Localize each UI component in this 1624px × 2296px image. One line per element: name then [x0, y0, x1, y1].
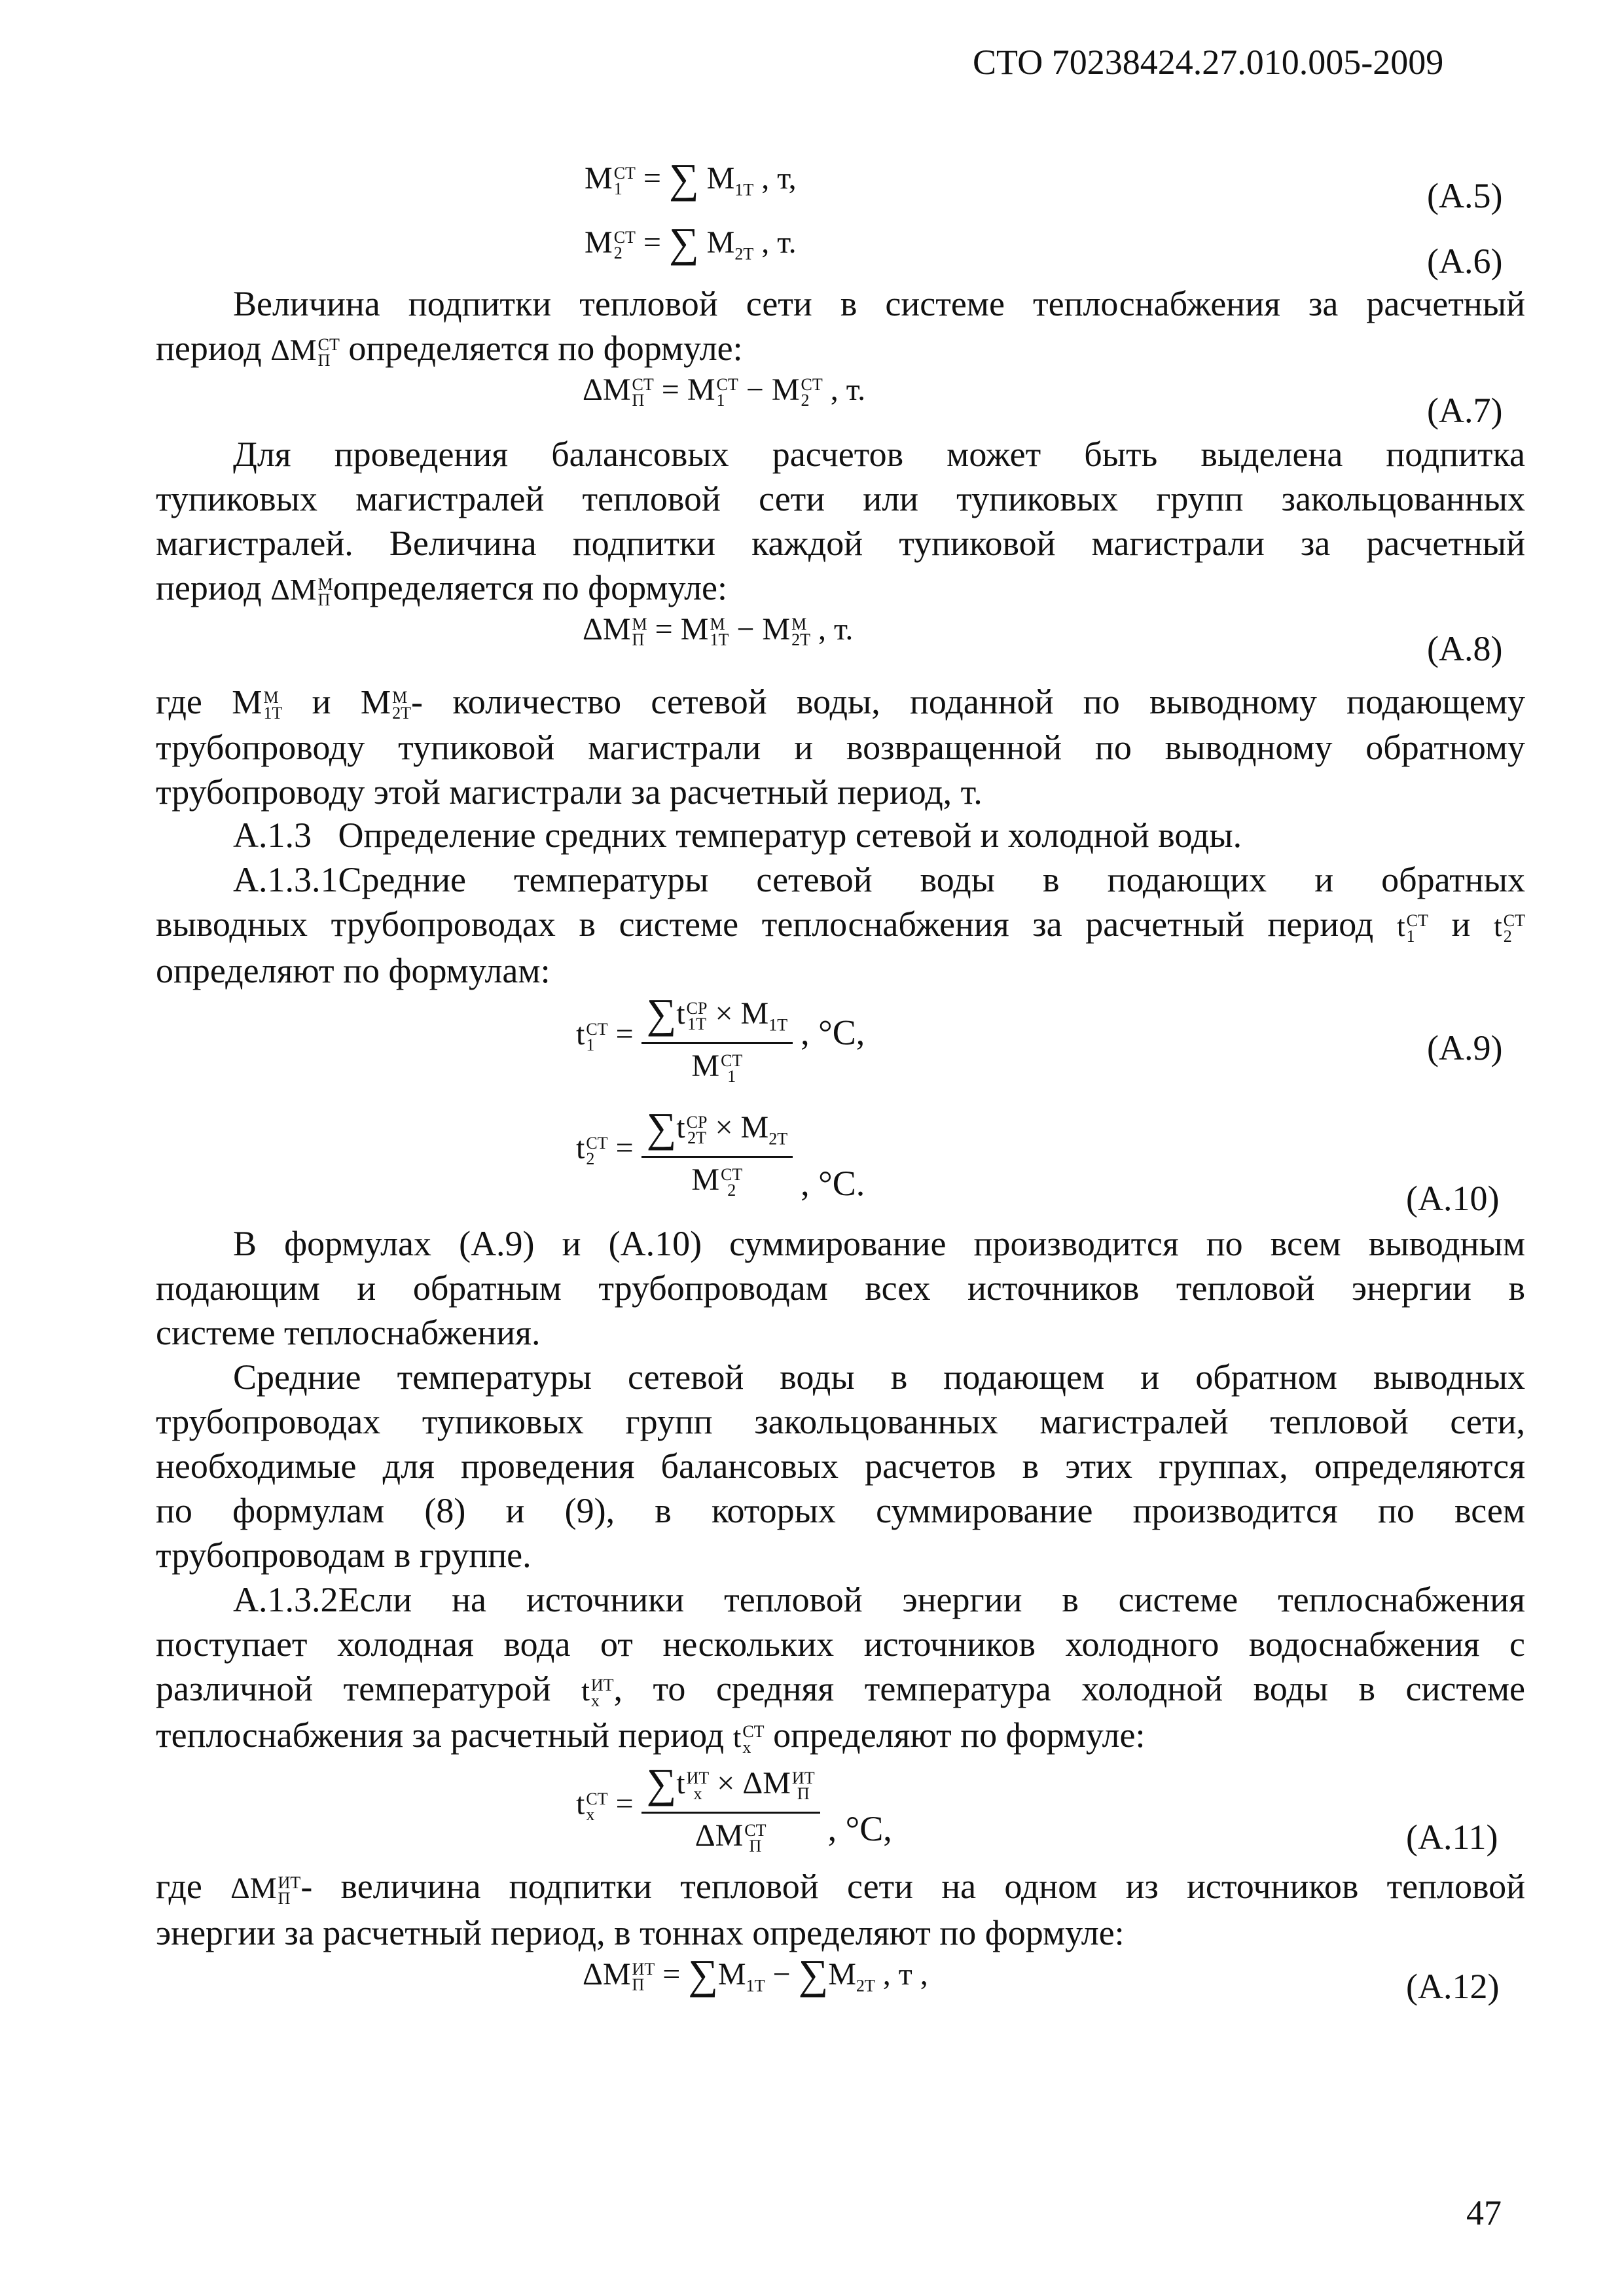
equation-a12: ΔM ИТ П = $\sum M_{1Т} - \sum M_{2Т}$ , т ,	[583, 1951, 928, 1998]
paragraph-5: Средние температуры сетевой воды в подающем и обратном выводных трубопроводах тупиковых групп закольцованных магистралей тепловой сети, необходимые для проведения балансовых расчетов в этих группах, определяются по формулам (8) и (9), в которых суммирование производится по всем трубопроводам в группе.	[156, 1357, 1525, 1575]
equation-a10: t СТ 2 = ∑t СР 2Т × $M_{2Т}$ M СТ 2 , °С.	[576, 1104, 865, 1203]
equation-number-a6: (А.6)	[1427, 242, 1503, 281]
equation-a11: t СТ х = ∑t ИТ х × ΔM ИТ П ΔM СТ П , °С,	[576, 1760, 892, 1856]
section-a132: А.1.3.2Если на источники тепловой энергии в системе теплоснабжения поступает холодная вода от нескольких источников холодного водоснабжения с различной температурой t ИТ х , то средняя температура холодной воды в системе теплоснабжения за расчетный период t СТ х определяют по формуле:	[156, 1580, 1526, 1757]
equation-a5: M СТ 1 = ∑ $M_{1Т}$ , т,	[585, 155, 797, 202]
page-number: 47	[1466, 2193, 1502, 2233]
paragraph-1: Величина подпитки тепловой сети в системе теплоснабжения за расчетный период ΔM СТ П определяется по формуле:	[156, 284, 1525, 370]
equation-a8: ΔM М П = M М 1Т − M М 2Т , т.	[583, 612, 854, 649]
equation-number-a10: (А.10)	[1406, 1179, 1500, 1218]
equation-number-a12: (А.12)	[1406, 1967, 1500, 2006]
equation-number-a9: (А.9)	[1427, 1028, 1503, 1067]
equation-number-a8: (А.8)	[1427, 629, 1503, 668]
paragraph-4: В формулах (А.9) и (А.10) суммирование производится по всем выводным подающим и обратным трубопроводам всех источников тепловой энергии в системе теплоснабжения.	[156, 1224, 1525, 1352]
section-a13-heading: А.1.3 Определение средних температур сетевой и холодной воды.	[233, 816, 1242, 855]
paragraph-6: где ΔM ИТ П - величина подпитки тепловой сети на одном из источников тепловой энергии за расчетный период, в тоннах определяют по формуле:	[156, 1867, 1526, 1952]
paragraph-3: где M М 1Т и M М 2Т - количество сетевой воды, поданной по выводному подающему трубопроводу тупиковой магистрали и возвращенной по выводному обратному трубопроводу этой магистрали за расчетный период, т.	[156, 682, 1526, 812]
equation-number-a7: (А.7)	[1427, 391, 1503, 430]
equation-number-a11: (А.11)	[1406, 1818, 1498, 1857]
document-code: СТО 70238424.27.010.005-2009	[973, 43, 1444, 82]
equation-a6: M СТ 2 = ∑ $M_{2Т}$ , т.	[585, 219, 797, 266]
section-a131: А.1.3.1Средние температуры сетевой воды в подающих и обратных выводных трубопроводах в системе теплоснабжения за расчетный период t СТ 1 и t СТ 2 определяют по формулам:	[156, 860, 1526, 990]
equation-a7: ΔM СТ П = M СТ 1 − M СТ 2 , т.	[583, 372, 866, 410]
equation-a9: t СТ 1 = ∑t СР 1Т × $M_{1Т}$ M СТ 1 , °С,	[576, 990, 865, 1086]
paragraph-2: Для проведения балансовых расчетов может быть выделена подпитка тупиковых магистралей тепловой сети или тупиковых групп закольцованных магистралей. Величина подпитки каждой тупиковой магистрали за расчетный период ΔM М П определяется по формуле:	[156, 435, 1525, 610]
equation-number-a5: (А.5)	[1427, 176, 1503, 215]
